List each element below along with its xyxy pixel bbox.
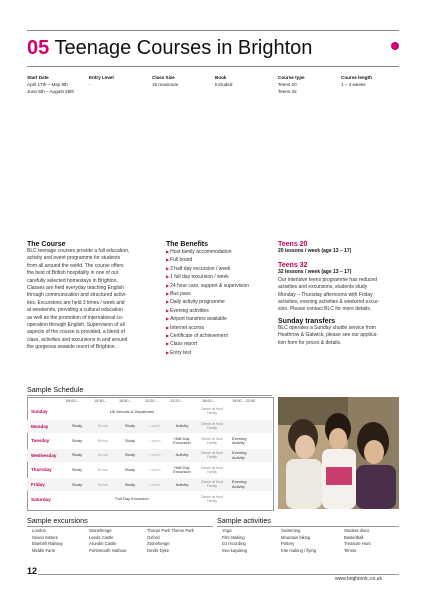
course-line: the gorgeous seaside resort of Brighton.: [27, 344, 116, 351]
activity-item: Student disco: [344, 528, 370, 533]
teens32-line: sion. Please contact BLC for more details.: [278, 306, 372, 313]
course-line: carefully selected homestays in Brighton.: [27, 277, 118, 284]
bullet-triangle-icon: ▶: [166, 299, 170, 305]
course-line: the best of British hospitality in one of our: [27, 270, 119, 277]
benefit-item: [166, 273, 271, 281]
benefit-text: Airport transfers available: [170, 316, 227, 323]
excursion-item: Oxford: [147, 534, 160, 540]
title-text: Teenage Courses in Brighton: [54, 37, 313, 59]
benefit-text: Daily activity programme: [170, 299, 225, 306]
course-number: 05: [27, 37, 50, 59]
benefit-item: [166, 256, 271, 264]
schedule-cell: Study: [124, 437, 136, 443]
benefit-text: Evening activities: [170, 307, 209, 314]
schedule-cell: Study: [71, 466, 83, 472]
excursion-item: Stonehenge: [147, 541, 170, 547]
benefits-list: [166, 248, 271, 357]
schedule-time: 12:20 –: [145, 399, 158, 403]
benefit-item: [166, 298, 271, 306]
activity-item: Tennis: [344, 547, 357, 553]
course-paragraph: [27, 248, 159, 352]
schedule-time: 13:20 –: [170, 399, 183, 403]
transfers-paragraph: [278, 325, 403, 347]
schedule-cell: Break: [97, 423, 109, 429]
schedule-span: UK Arrivals & Departures: [109, 408, 155, 414]
course-line: as well as the promotion of international co-: [27, 314, 124, 321]
activity-item: Kite making / flying: [281, 547, 317, 553]
schedule-cell: Lunch: [149, 481, 161, 487]
benefit-text: Host family accommodation: [170, 249, 232, 255]
teens20-heading: Teens 20: [278, 241, 308, 248]
transfers-line: Heathrow & Gatwick, please see our applica-: [278, 332, 378, 339]
bullet-triangle-icon: ▶: [166, 324, 170, 330]
excursion-item: Bluebell Railway: [32, 541, 63, 547]
course-line: through communication and structured activi-: [27, 292, 127, 299]
schedule-cell: Study: [71, 437, 83, 443]
activity-item: Film Making: [222, 534, 245, 540]
benefit-text: Full board: [170, 257, 193, 264]
benefit-item: [166, 290, 271, 298]
schedule-dinner: Dinner at Host Family: [201, 480, 223, 489]
schedule-evening: Evening Activity: [232, 479, 247, 489]
activities-col-1: [222, 528, 247, 554]
schedule-day: Tuesday: [31, 438, 50, 444]
benefits-section: [166, 241, 271, 357]
activity-item: Pottery: [281, 541, 295, 547]
benefit-text: Entry test: [170, 349, 192, 356]
info-course-length: Course length 1 – 4 weeks: [341, 75, 372, 87]
schedule-rule: [27, 395, 272, 396]
schedule-dinner: Dinner at Host Family: [201, 465, 223, 474]
activity-item: DJ recording: [222, 541, 246, 547]
schedule-dinner: Dinner at Host Family: [201, 407, 223, 416]
teens32-line: activities, evening activities & weekend excur-: [278, 299, 380, 306]
schedule-time: 10:50 –: [119, 399, 132, 403]
benefit-text: Certificate of achievement: [170, 333, 228, 340]
bullet-triangle-icon: ▶: [166, 274, 170, 280]
activity-item: Sea kayaking: [222, 547, 248, 553]
bullet-triangle-icon: ▶: [166, 282, 170, 288]
activity-item: Swimming: [281, 528, 301, 533]
excursions-col-2: [89, 528, 127, 554]
benefit-item: [166, 340, 271, 348]
schedule-dinner: Dinner at Host Family: [201, 421, 223, 430]
benefit-item: [166, 265, 271, 273]
info-entry-level: Entry Level -: [89, 75, 114, 87]
schedule-cell: Study: [124, 481, 136, 487]
students-photo: [278, 397, 399, 509]
activity-item: Basketball: [344, 534, 364, 540]
transfers-heading: Sunday transfers: [278, 317, 336, 325]
benefit-item: [166, 324, 271, 332]
schedule-day: Wednesday: [31, 452, 57, 458]
schedule-time: 18:00 –: [202, 399, 215, 403]
transfers-line: tion form for prices & details.: [278, 339, 342, 346]
schedule-cell: Break: [97, 466, 109, 472]
activity-item: Mountain biking: [281, 534, 311, 540]
schedule-dinner: Dinner at Host Family: [201, 436, 223, 445]
bullet-triangle-icon: ▶: [166, 349, 170, 355]
schedule-cell: Break: [97, 452, 109, 458]
benefit-item: [166, 248, 271, 256]
schedule-cell: Study: [71, 481, 83, 487]
schedule-cell: Lunch: [149, 466, 161, 472]
schedule-title: Sample Schedule: [27, 385, 84, 394]
bullet-triangle-icon: ▶: [166, 307, 170, 313]
accent-dot-icon: [391, 42, 399, 50]
schedule-dinner: Dinner at Host Family: [201, 494, 223, 503]
course-heading: The Course: [27, 241, 66, 248]
excursion-item: Thorpe Park Theme Park: [147, 528, 194, 533]
schedule-cell: Study: [71, 423, 83, 429]
footer-url-link[interactable]: www.brightonlc.co.uk: [335, 576, 382, 582]
info-class-size: Class Size 15 maximum: [152, 75, 179, 87]
bullet-triangle-icon: ▶: [166, 257, 170, 263]
course-line: BLC teenage courses provide a full education,: [27, 248, 130, 254]
excursions-rule: [27, 526, 213, 527]
teens32-line: activities and excursions, students study: [278, 284, 368, 291]
schedule-cell: Study: [124, 423, 136, 429]
excursions-col-3: [147, 528, 194, 554]
teens32-subheading: 32 lessons / week (age 13 – 17): [278, 269, 352, 276]
bullet-triangle-icon: ▶: [166, 316, 170, 322]
course-line: ties. Excursions are held 3 times / week and: [27, 299, 125, 306]
title-bottom-rule: [27, 66, 399, 67]
page-title: [27, 36, 312, 60]
schedule-cell: Activity: [175, 423, 189, 429]
course-line: Classes are held everyday teaching English: [27, 285, 124, 292]
schedule-evening: Evening Activity: [232, 450, 247, 460]
schedule-day: Friday: [31, 482, 45, 487]
course-line: from all around the world. The course offers: [27, 262, 124, 269]
course-line: at weekends, providing a cultural education: [27, 307, 123, 314]
schedule-cell: Lunch: [149, 437, 161, 443]
page-number: 12: [27, 566, 38, 576]
schedule-cell: Activity: [175, 452, 189, 458]
benefit-item: [166, 315, 271, 323]
bullet-triangle-icon: ▶: [166, 333, 170, 339]
schedule-time: 09:00 –: [66, 399, 79, 403]
benefit-text: 2 half day excursion / week: [170, 265, 231, 272]
benefit-item: [166, 282, 271, 290]
course-line: activity and event programme for students: [27, 255, 121, 262]
schedule-dinner: Dinner at Host Family: [201, 451, 223, 460]
blank-photo-area: [27, 103, 399, 238]
schedule-time: 10:30 –: [94, 399, 107, 403]
activities-title: Sample activities: [217, 516, 271, 525]
footer-rule: [38, 574, 399, 575]
activity-item: Treasure Hunt: [344, 541, 371, 547]
teens32-paragraph: [278, 277, 403, 314]
schedule-cell: Activity: [175, 481, 189, 487]
activity-item: Yoga: [222, 528, 232, 533]
bullet-triangle-icon: ▶: [166, 291, 170, 297]
teens-section: [278, 241, 403, 347]
benefit-text: Bus pass: [170, 291, 191, 298]
schedule-cell: Study: [124, 452, 136, 458]
course-section: [27, 241, 159, 352]
excursion-item: Stonehenge: [89, 528, 112, 533]
excursion-item: Leeds Castle: [89, 534, 114, 540]
benefit-item: [166, 332, 271, 340]
schedule-cell: Lunch: [149, 452, 161, 458]
schedule-cell: Study: [71, 452, 83, 458]
schedule-day: Monday: [31, 423, 49, 429]
info-start-date: Start Date April 17th – May 8th June 5th – August 28th: [27, 75, 74, 94]
excursion-item: Devils Dyke: [147, 547, 170, 553]
benefits-heading: The Benefits: [166, 241, 209, 248]
schedule-cell: Study: [124, 466, 136, 472]
excursion-item: Seven Sisters: [32, 534, 58, 540]
title-top-rule: [27, 30, 399, 31]
schedule-day: Sunday: [31, 409, 48, 414]
schedule-evening: Evening Activity: [232, 435, 247, 446]
benefit-text: 24 hour care, support & supervision: [170, 282, 250, 289]
schedule-day: Thursday: [31, 467, 52, 473]
bullet-triangle-icon: ▶: [166, 341, 170, 347]
excursions-title: Sample excursions: [27, 516, 88, 525]
schedule-span: Full Day Excursion: [115, 496, 149, 502]
excursion-item: Middle Farm: [32, 547, 56, 553]
schedule-cell: Half Day Excursion: [173, 435, 191, 446]
benefit-text: 1 full day excursion / week: [170, 274, 229, 281]
teens32-line: Our intensive teens programme has reduced: [278, 276, 377, 283]
teens32-heading: Teens 32: [278, 262, 308, 270]
teens32-line: Monday – Thursday afternoons with Friday: [278, 291, 373, 298]
schedule-cell: Half Day Excursion: [173, 464, 191, 475]
benefit-item: [166, 349, 271, 357]
info-book: Book Included: [215, 75, 233, 87]
bullet-triangle-icon: ▶: [166, 265, 170, 271]
course-line: class, activities and excursions in and around: [27, 336, 128, 343]
transfers-line: BLC operates a Sunday shuttle service from: [278, 324, 376, 331]
excursions-col-1: [32, 528, 63, 554]
benefit-text: Class report: [170, 341, 198, 348]
schedule-cell: Lunch: [149, 423, 161, 429]
activities-rule: [217, 526, 399, 527]
benefit-text: Internet access: [170, 324, 204, 331]
schedule-cell: Break: [97, 481, 109, 487]
schedule-day: Saturday: [31, 496, 51, 502]
excursion-item: Portsmouth Harbour: [89, 547, 127, 553]
schedule-time: 19:00 – 22:00: [232, 399, 256, 403]
excursion-item: Arundel Castle: [89, 541, 117, 547]
excursion-item: London: [32, 528, 46, 533]
activities-col-3: [344, 528, 371, 554]
teens20-subheading: 20 lessons / week (age 13 – 17): [278, 248, 352, 254]
course-line: operation through English. Supervision of all: [27, 322, 125, 329]
bullet-triangle-icon: ▶: [166, 249, 170, 254]
benefit-item: [166, 307, 271, 315]
info-course-type: Course type Teens 20 Teens 32: [278, 75, 305, 94]
course-line: aspects of the course is provided, a blend of: [27, 329, 125, 336]
activities-col-2: [281, 528, 316, 554]
schedule-cell: Break: [97, 437, 109, 443]
